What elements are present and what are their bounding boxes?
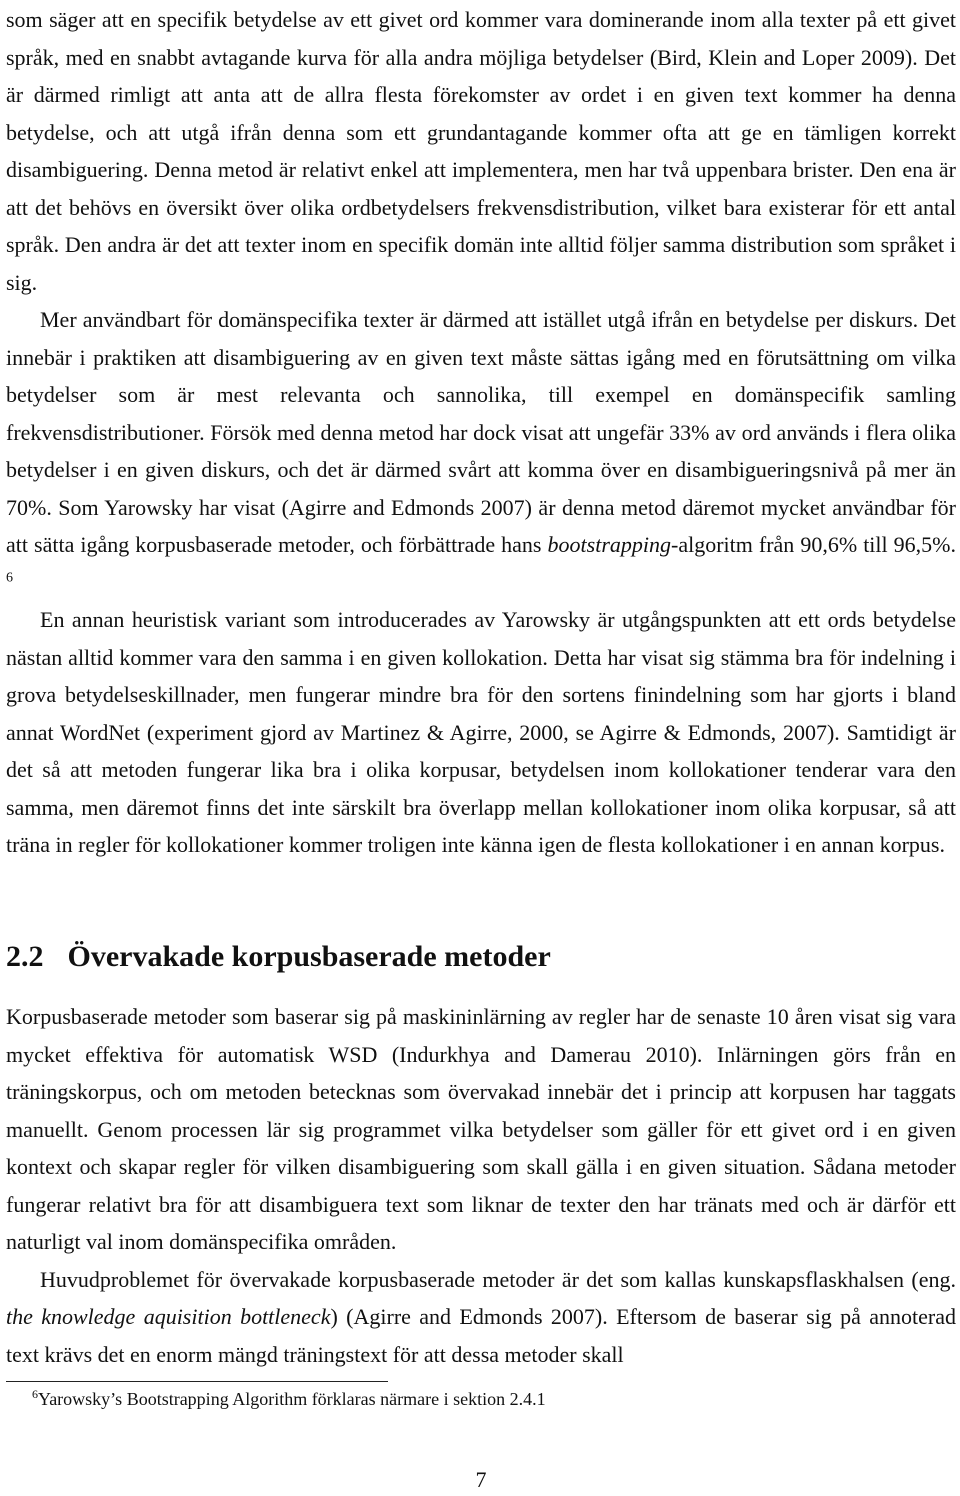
text-run: som säger att en specifik betydelse av ett givet ord kommer vara dominerande inom alla texter på ett givet språk, med en snabbt avtagande kurva för alla andra möjliga betydelser (Bird, Klein and Loper 2009). Det är därmed rimligt att anta att de allra flesta förekomster av ordet i en given text kommer ha denna betydelse, och att utgå ifrån denna som ett grundantagande kommer ofta att ge en tämligen korrekt disambiguering. Denna metod är relativt enkel att implementera, men har två uppenbara brister. Den ena är att det behövs en översikt över olika ordbetydelsers frekvensdistribution, vilket bara existerar för ett antal språk. Den andra är det att texter inom en specifik domän inte alltid följer samma distribution som språket i sig. bbox=[6, 7, 956, 295]
page-number: 7 bbox=[475, 1467, 487, 1492]
paragraph bbox=[6, 301, 956, 601]
paragraph bbox=[6, 601, 956, 864]
text-run: Huvudproblemet för övervakade korpusbaserade metoder är det som kallas kunskapsflaskhalsen (eng. bbox=[40, 1266, 956, 1292]
text-run: Korpusbaserade metoder som baserar sig på maskininlärning av regler har de senaste 10 åren visat sig vara mycket effektiva för automatisk WSD (Indurkhya and Damerau 2010). Inlärningen görs från en träningskorpus, och om metoden betecknas som övervakad innebär det i princip att korpusen har taggats manuellt. Genom processen lär sig programmet vilka betydelser som gäller för ett givet ord i en given kontext och skapar regler för vilken disambiguering som skall gälla i en given situation. Sådana metoder fungerar relativt bra för att disambiguera text som liknar de texter den har tränats med och är därför ett naturligt val inom domänspecifika områden. bbox=[6, 1004, 956, 1254]
body-text-upper bbox=[6, 1, 956, 864]
text-run: -algoritm från 90,6% till 96,5%. bbox=[671, 532, 956, 557]
footnote bbox=[32, 1386, 546, 1412]
paragraph bbox=[6, 1261, 956, 1374]
section-number: 2.2 bbox=[6, 940, 44, 973]
paragraph bbox=[6, 998, 956, 1261]
italic-term: bootstrapping bbox=[547, 532, 671, 557]
section-heading bbox=[6, 940, 551, 974]
text-run: Mer användbart för domänspecifika texter är därmed att istället utgå ifrån en betydelse per diskurs. Det innebär i praktiken att disambiguering av en given text måste sättas igång med en förutsättning om vilka betydelser som är mest relevanta och sannolika, till exempel en domänspecifik samling frekvensdistributioner. Försök med denna metod har dock visat att ungefär 33% av ord används i flera olika betydelser i en given diskurs, och det är därmed svårt att komma över en disambigueringsnivå på mer än 70%. Som Yarowsky har visat (Agirre and Edmonds 2007) är denna metod däremot mycket användbar för att sätta igång korpusbaserade metoder, och förbättrade hans bbox=[6, 307, 956, 557]
body-text-lower bbox=[6, 998, 956, 1373]
text-run: ) (Agirre and Edmonds 2007). Eftersom de baserar sig på annoterad text krävs det en enorm mängd träningstext för att dessa metoder skall bbox=[6, 1304, 956, 1367]
paragraph bbox=[6, 1, 956, 301]
section-title: Övervakade korpusbaserade metoder bbox=[67, 940, 551, 973]
footnote-reference: 6 bbox=[6, 570, 13, 586]
document-page bbox=[6, 0, 956, 1492]
italic-term: the knowledge aquisition bottleneck bbox=[6, 1304, 331, 1329]
text-run: En annan heuristisk variant som introducerades av Yarowsky är utgångspunkten att ett ords betydelse nästan alltid kommer vara den samma i en given kollokation. Detta har visat sig stämma bra för indelning i grova betydelseskillnader, men fungerar mindre bra för den sortens finindelning som har gjorts i bland annat WordNet (experiment gjord av Martinez & Agirre, 2000, se Agirre & Edmonds, 2007). Samtidigt är det så att metoden fungerar lika bra i olika korpusar, betydelsen inom kollokationer tenderar vara den samma, men däremot finns det inte särskilt bra överlapp mellan kollokationer inom olika korpusar, så att träna in regler för kollokationer kommer troligen inte känna igen de flesta kollokationer i en annan korpus. bbox=[6, 607, 956, 857]
footnote-text: Yarowsky’s Bootstrapping Algorithm förklaras närmare i sektion 2.4.1 bbox=[38, 1389, 546, 1409]
footnote-mark: 6 bbox=[32, 1387, 38, 1401]
footnote-rule bbox=[6, 1381, 388, 1382]
